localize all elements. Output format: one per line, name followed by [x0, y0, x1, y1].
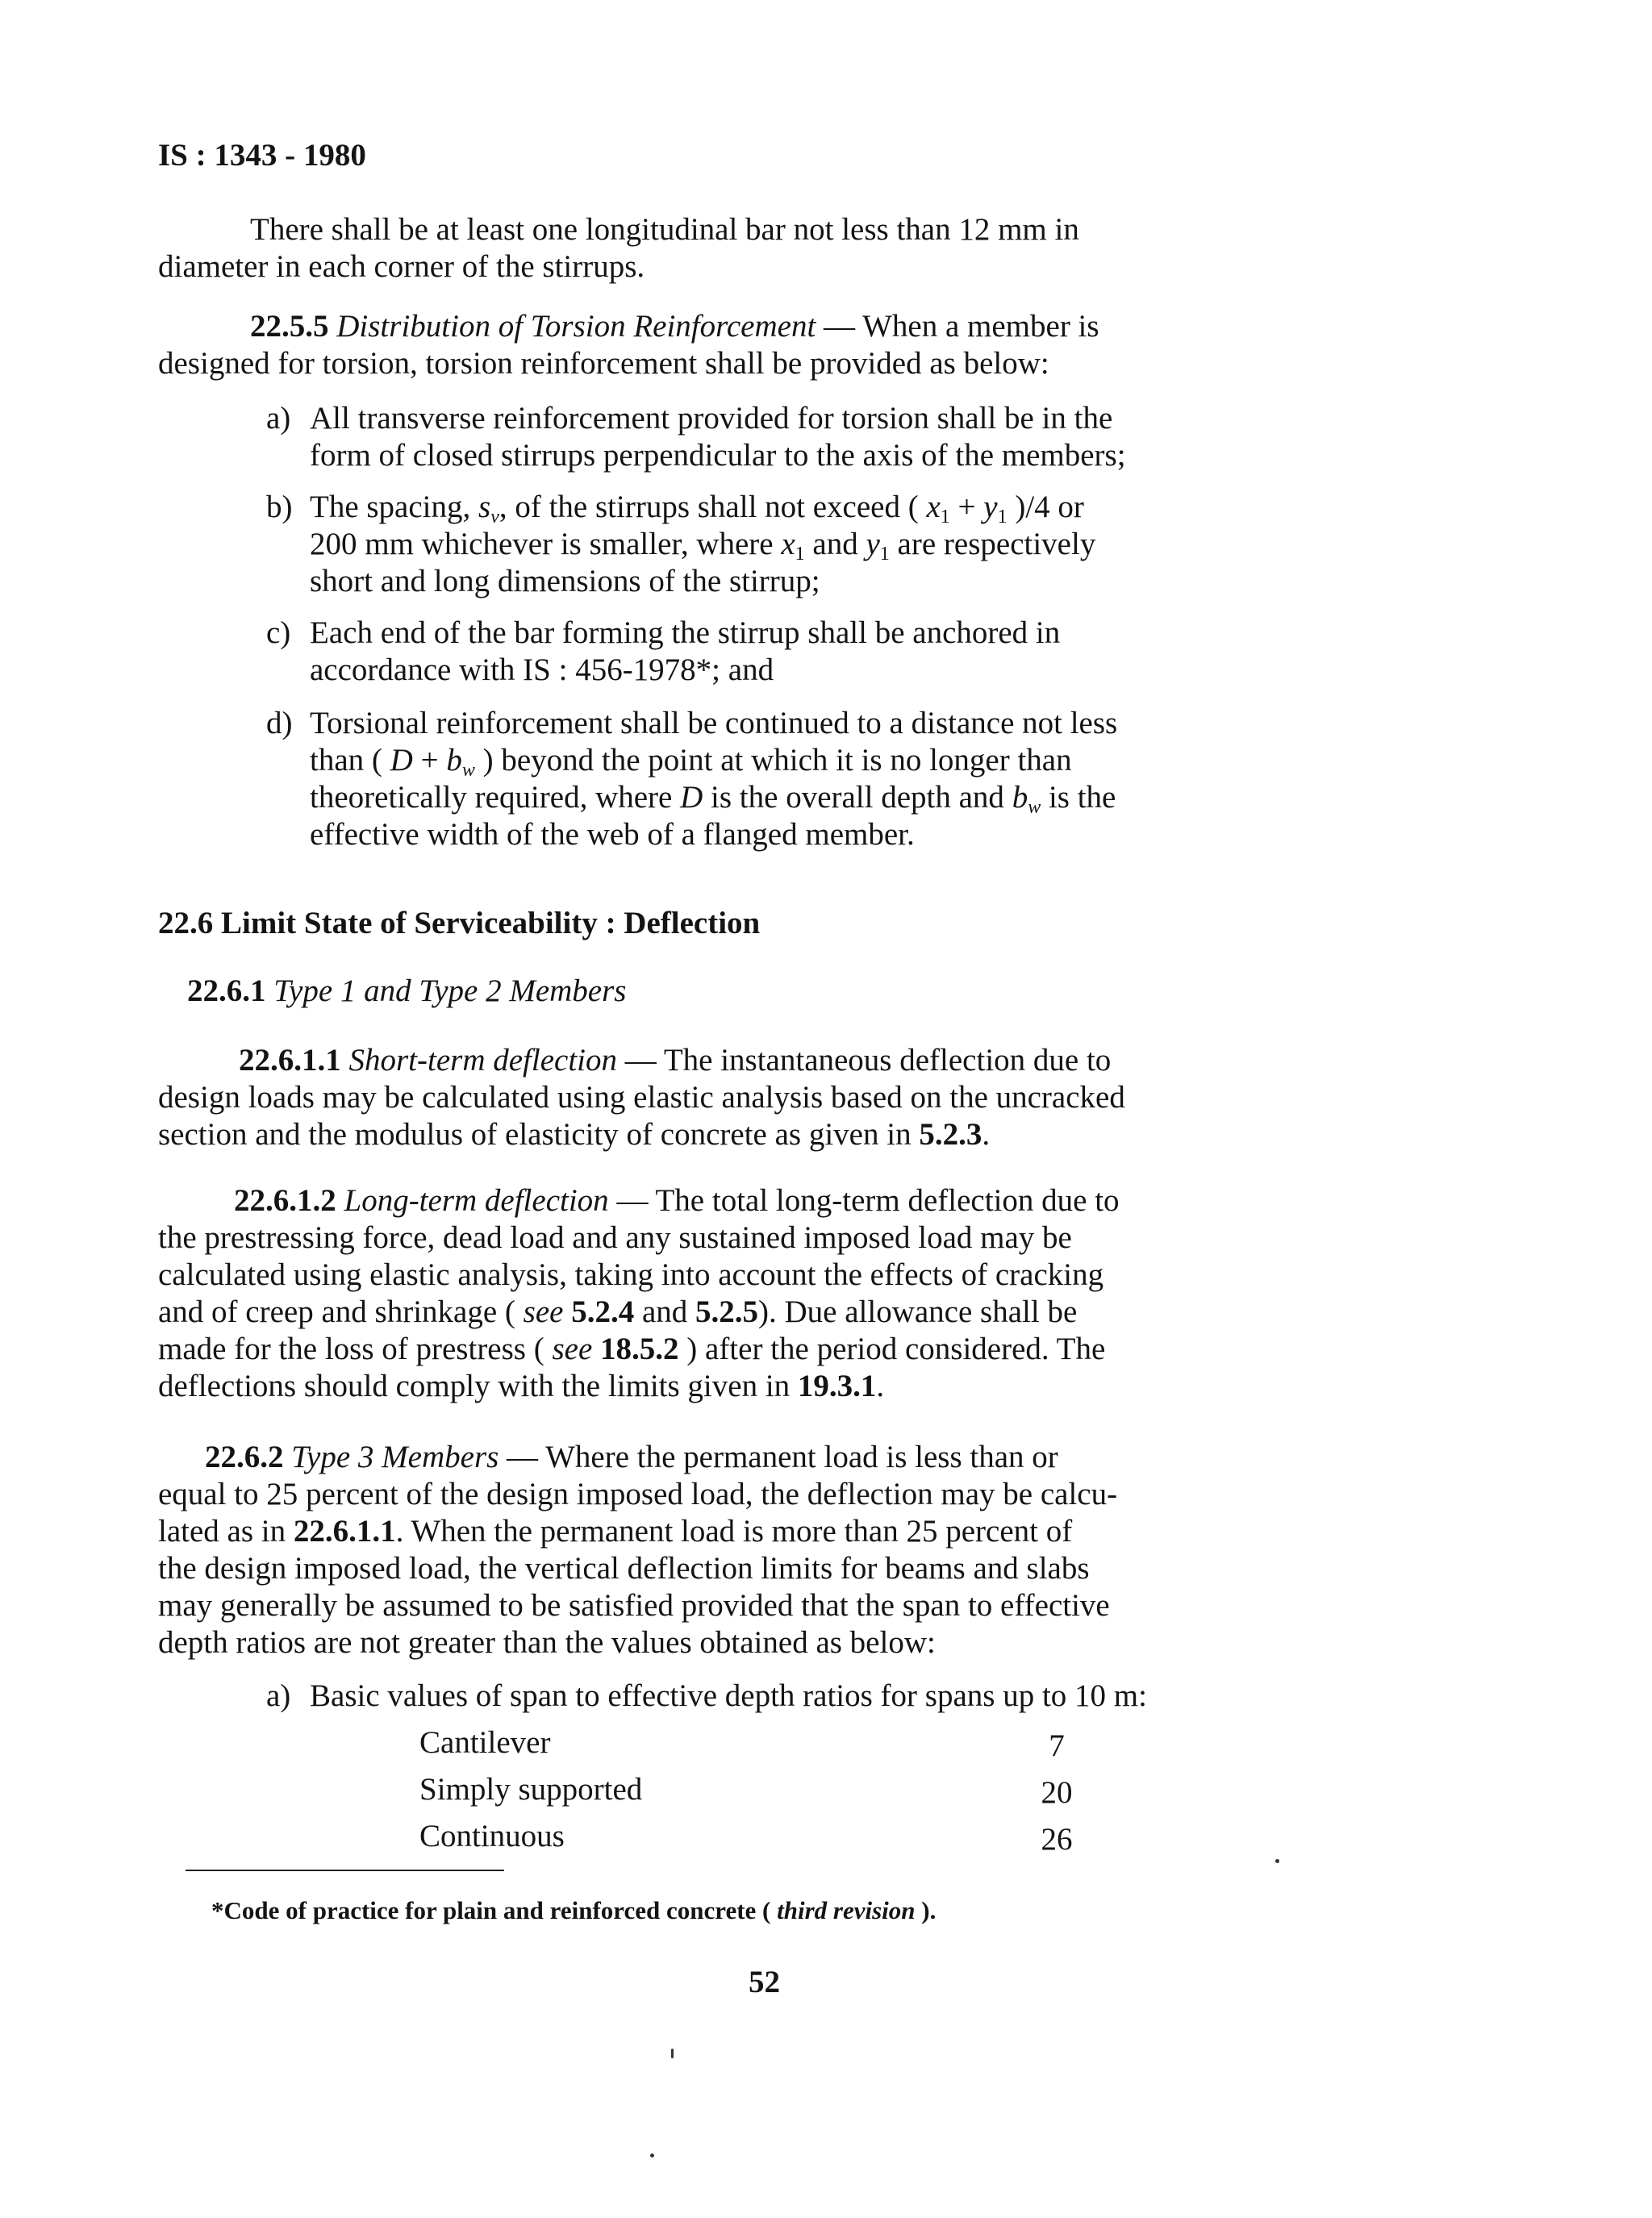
em-dash: — — [499, 1440, 546, 1474]
item-c-line-1: Each end of the bar forming the stirrup shall be anchored in — [310, 615, 1061, 650]
symbol-x: x — [781, 527, 795, 561]
section-title: Type 1 and Type 2 Members — [273, 974, 627, 1008]
subscript-1: 1 — [940, 507, 950, 527]
footnote — [211, 1892, 936, 1929]
text-run: is the overall depth and — [703, 780, 1012, 815]
clause-text: When a member is — [862, 309, 1099, 344]
ratio-value: 7 — [1049, 1728, 1065, 1763]
ratio-table-row — [419, 1771, 642, 1808]
clause-number: 22.6.2 — [205, 1440, 284, 1474]
em-dash: — — [608, 1183, 656, 1218]
text-run: lated as in — [158, 1514, 294, 1549]
clause-22-6-1-2-line-2: the prestressing force, dead load and any sustained imposed load may be — [158, 1220, 1072, 1255]
item-d-line-1: Torsional reinforcement shall be continued to a distance not less — [310, 706, 1118, 740]
clause-heading: Long-term deflection — [344, 1183, 609, 1218]
document-number: IS : 1343 - 1980 — [158, 138, 366, 173]
section-22-6-1-heading — [187, 973, 626, 1010]
em-dash: — — [617, 1043, 664, 1078]
clause-22-6-1-1-line-1 — [239, 1042, 1111, 1079]
symbol-b: b — [446, 743, 462, 778]
text-run: . When the permanent load is more than 25 percent of — [395, 1514, 1073, 1549]
intro-line-2: diameter in each corner of the stirrups. — [158, 249, 645, 284]
item-c-line-2: accordance with IS : 456-1978*; and — [310, 652, 774, 687]
clause-22-5-5-line-2: designed for torsion, torsion reinforcement shall be provided as below: — [158, 346, 1049, 381]
clause-22-5-5-line-1 — [250, 308, 1360, 345]
clause-22-6-1-2-line-4 — [158, 1294, 1077, 1331]
clause-number: 22.6.1.1 — [239, 1043, 341, 1078]
text-run: section and the modulus of elasticity of concrete as given in — [158, 1117, 920, 1152]
clause-22-6-1-2-line-5 — [158, 1331, 1105, 1368]
clause-22-6-1-2-line-6 — [158, 1368, 884, 1405]
text-run: is the — [1041, 780, 1116, 815]
item-a-line-1: All transverse reinforcement provided for torsion shall be in the — [310, 401, 1113, 436]
cross-reference: 5.2.5 — [695, 1295, 759, 1329]
clause-22-6-1-1-line-3 — [158, 1116, 990, 1153]
clause-22-6-1-2-line-3: calculated using elastic analysis, taking into account the effects of cracking — [158, 1257, 1104, 1292]
em-dash: — — [816, 309, 863, 344]
item-b-line-3: short and long dimensions of the stirrup; — [310, 564, 820, 598]
footnote-rule — [186, 1870, 504, 1871]
member-type: Cantilever — [419, 1725, 551, 1760]
item-b-line-1 — [310, 489, 1084, 526]
intro-line-1 — [250, 211, 1360, 248]
clause-number: 22.5.5 — [250, 309, 329, 344]
text-run: The total long-term deflection due to — [655, 1183, 1120, 1218]
subscript-1: 1 — [795, 544, 805, 565]
clause-number: 22.6.1.2 — [234, 1183, 336, 1218]
ratio-item-text: Basic values of span to effective depth ratios for spans up to 10 m: — [310, 1678, 1147, 1713]
symbol-y: y — [983, 490, 998, 524]
subscript-1: 1 — [997, 507, 1007, 527]
ratio-table-row — [419, 1818, 565, 1855]
speck — [671, 2049, 674, 2058]
intro-text-a: There shall be at least one longitudinal bar not less than 12 mm in — [250, 212, 1079, 247]
plus-sign: + — [412, 743, 447, 778]
text-run: , of the stirrups shall not exceed ( — [499, 490, 927, 524]
clause-22-6-1-1-line-2: design loads may be calculated using elastic analysis based on the uncracked — [158, 1080, 1125, 1115]
symbol-b: b — [1012, 780, 1028, 815]
symbol-y: y — [866, 527, 880, 561]
symbol-D: D — [390, 743, 413, 778]
text-run: and — [804, 527, 866, 561]
clause-heading: Short-term deflection — [348, 1043, 618, 1078]
text-run: ) after the period considered. The — [678, 1332, 1106, 1366]
section-number: 22.6 — [158, 906, 214, 940]
text-run: made for the loss of prestress ( — [158, 1332, 553, 1366]
item-b-label: b) — [266, 490, 293, 524]
item-d-label: d) — [266, 706, 293, 740]
clause-22-6-1-2-line-1 — [234, 1182, 1120, 1219]
subscript-w: w — [1028, 797, 1041, 818]
subscript-v: v — [490, 507, 499, 527]
subscript-1: 1 — [879, 544, 890, 565]
plus-sign: + — [949, 490, 984, 524]
cross-reference: 5.2.4 — [563, 1295, 635, 1329]
ratio-item-label: a) — [266, 1678, 291, 1713]
member-type: Continuous — [419, 1819, 565, 1853]
symbol-D: D — [680, 780, 703, 815]
speck — [650, 2153, 654, 2158]
cross-reference: 19.3.1 — [797, 1369, 877, 1403]
text-run: . — [876, 1369, 885, 1403]
clause-heading: Type 3 Members — [291, 1440, 499, 1474]
item-d-line-4: effective width of the web of a flanged member. — [310, 817, 915, 852]
see-italic: see — [552, 1332, 593, 1366]
text-run: ). Due allowance shall be — [758, 1295, 1078, 1329]
footnote-italic: third revision — [777, 1896, 916, 1924]
item-a-label: a) — [266, 401, 291, 436]
section-number: 22.6.1 — [187, 974, 266, 1008]
ratio-value: 26 — [1041, 1822, 1073, 1857]
text-run: theoretically required, where — [310, 780, 681, 815]
cross-reference: 5.2.3 — [919, 1117, 982, 1152]
clause-22-6-2-line-6: depth ratios are not greater than the values obtained as below: — [158, 1625, 936, 1660]
text-run: and of creep and shrinkage ( — [158, 1295, 524, 1329]
text-run: )/4 or — [1007, 490, 1084, 524]
page-number: 52 — [749, 1965, 780, 1999]
ratio-value: 20 — [1041, 1775, 1073, 1810]
text-run: are respectively — [889, 527, 1096, 561]
see-italic: see — [523, 1295, 564, 1329]
item-b-line-2 — [310, 526, 1095, 563]
clause-22-6-2-line-2: equal to 25 percent of the design imposed load, the deflection may be calcu- — [158, 1477, 1118, 1511]
clause-22-6-2-line-1 — [205, 1439, 1058, 1476]
symbol-s: s — [478, 490, 491, 524]
clause-22-6-2-line-4: the design imposed load, the vertical deflection limits for beams and slabs — [158, 1551, 1090, 1586]
text-run: than ( — [310, 743, 390, 778]
text-run: Where the permanent load is less than or — [545, 1440, 1058, 1474]
footnote-end: ). — [915, 1896, 937, 1924]
text-run: deflections should comply with the limits given in — [158, 1369, 798, 1403]
text-run: The spacing, — [310, 490, 479, 524]
clause-heading: Distribution of Torsion Reinforcement — [336, 309, 816, 344]
item-d-line-2 — [310, 742, 1072, 779]
item-a-line-2: form of closed stirrups perpendicular to the axis of the members; — [310, 438, 1126, 473]
section-22-6-heading — [158, 905, 760, 942]
member-type: Simply supported — [419, 1772, 643, 1807]
item-d-line-3 — [310, 779, 1116, 816]
text-run: . — [982, 1117, 991, 1152]
text-run: ) beyond the point at which it is no longer than — [474, 743, 1072, 778]
item-c-label: c) — [266, 615, 291, 650]
text-run: The instantaneous deflection due to — [663, 1043, 1112, 1078]
text-run: 200 mm whichever is smaller, where — [310, 527, 782, 561]
subscript-w: w — [461, 760, 475, 781]
text-run: and — [634, 1295, 696, 1329]
clause-22-6-2-line-3 — [158, 1513, 1072, 1550]
ratio-table-row — [419, 1724, 550, 1761]
symbol-x: x — [926, 490, 941, 524]
cross-reference: 18.5.2 — [592, 1332, 679, 1366]
footnote-text: *Code of practice for plain and reinforced concrete ( — [211, 1896, 778, 1924]
section-title: Limit State of Serviceability : Deflection — [221, 906, 761, 940]
cross-reference: 22.6.1.1 — [293, 1514, 396, 1549]
speck — [1275, 1859, 1279, 1863]
clause-22-6-2-line-5: may generally be assumed to be satisfied provided that the span to effective — [158, 1588, 1110, 1623]
